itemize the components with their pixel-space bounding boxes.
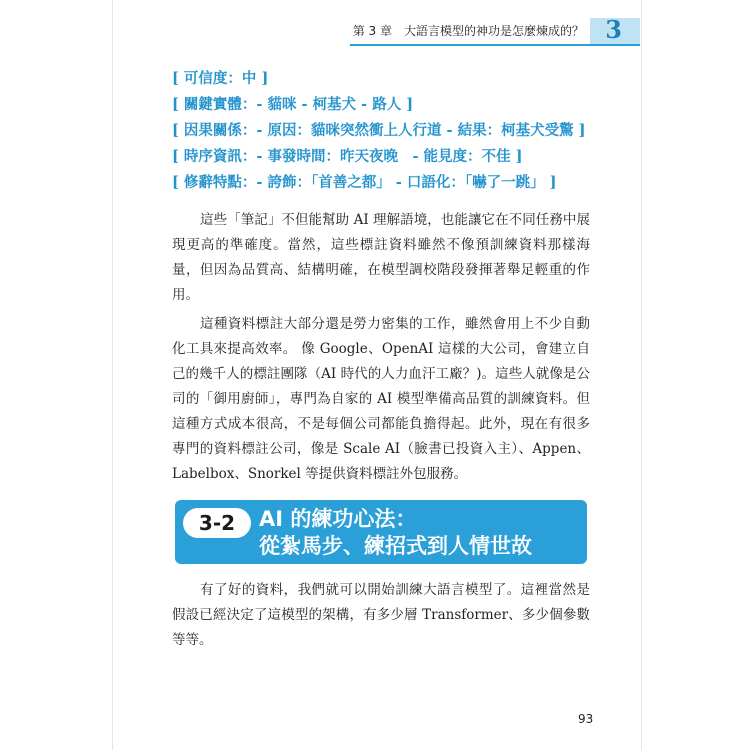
annotation-causality: [ 因果關係：- 原因：貓咪突然衝上人行道 - 結果：柯基犬受驚 ] [172,122,586,139]
page-number: 93 [578,712,594,726]
paragraph-notes: 這些「筆記」不但能幫助 AI 理解語境，也能讓它在不同任務中展現更高的準確度。當然，這些標註資料雖然不像預訓練資料那樣海量，但因為品質高、結構明確，在模型調校階段發揮著舉足輕重的作用。 [172,212,590,303]
section-number: 3-2 [183,508,251,538]
section-title-line-2: 從紮馬步、練招式到人情世故 [259,534,532,558]
header-rule [350,44,640,46]
running-header [350,15,640,44]
annotation-confidence: [ 可信度：中 ] [172,70,269,87]
annotation-entities: [ 關鍵實體：- 貓咪 - 柯基犬 - 路人 ] [172,96,414,113]
paragraph-labeling: 這種資料標註大部分還是勞力密集的工作，雖然會用上不少自動化工具來提高效率。 像 Google、OpenAI 這樣的大公司，會建立自己的幾千人的標註團隊（AI 時代的人力血汗工廠？)。這些人就像是公司的「御用廚師」，專門為自家的 AI 模型準備高品質的訓練資料。但這種方式成本很高，不是每個公司都能負擔得起。此外，現在有很多專門的資料標註公司，像是 Scale AI（臉書已投資入主）、Appen、Labelbox、Snorkel 等提供資料標註外包服務。 [172,316,590,482]
annotation-rhetoric: [ 修辭特點：- 誇飾：「首善之都」 - 口語化：「嚇了一跳」 ] [172,174,557,191]
section-title-line-1: AI 的練功心法： [259,507,417,531]
section-heading-banner [175,500,587,564]
section-title [259,506,532,560]
chapter-title: 第 3 章 大語言模型的神功是怎麼煉成的？ [352,24,584,38]
chapter-number: 3 [605,15,622,44]
annotation-temporal: [ 時序資訊：- 事發時間：昨天夜晚 - 能見度：不佳 ] [172,148,523,165]
annotation-list [172,66,612,196]
paragraph-training: 有了好的資料，我們就可以開始訓練大語言模型了。這裡當然是假設已經決定了這模型的架構，有多少層 Transformer、多少個參數等等。 [172,582,590,648]
